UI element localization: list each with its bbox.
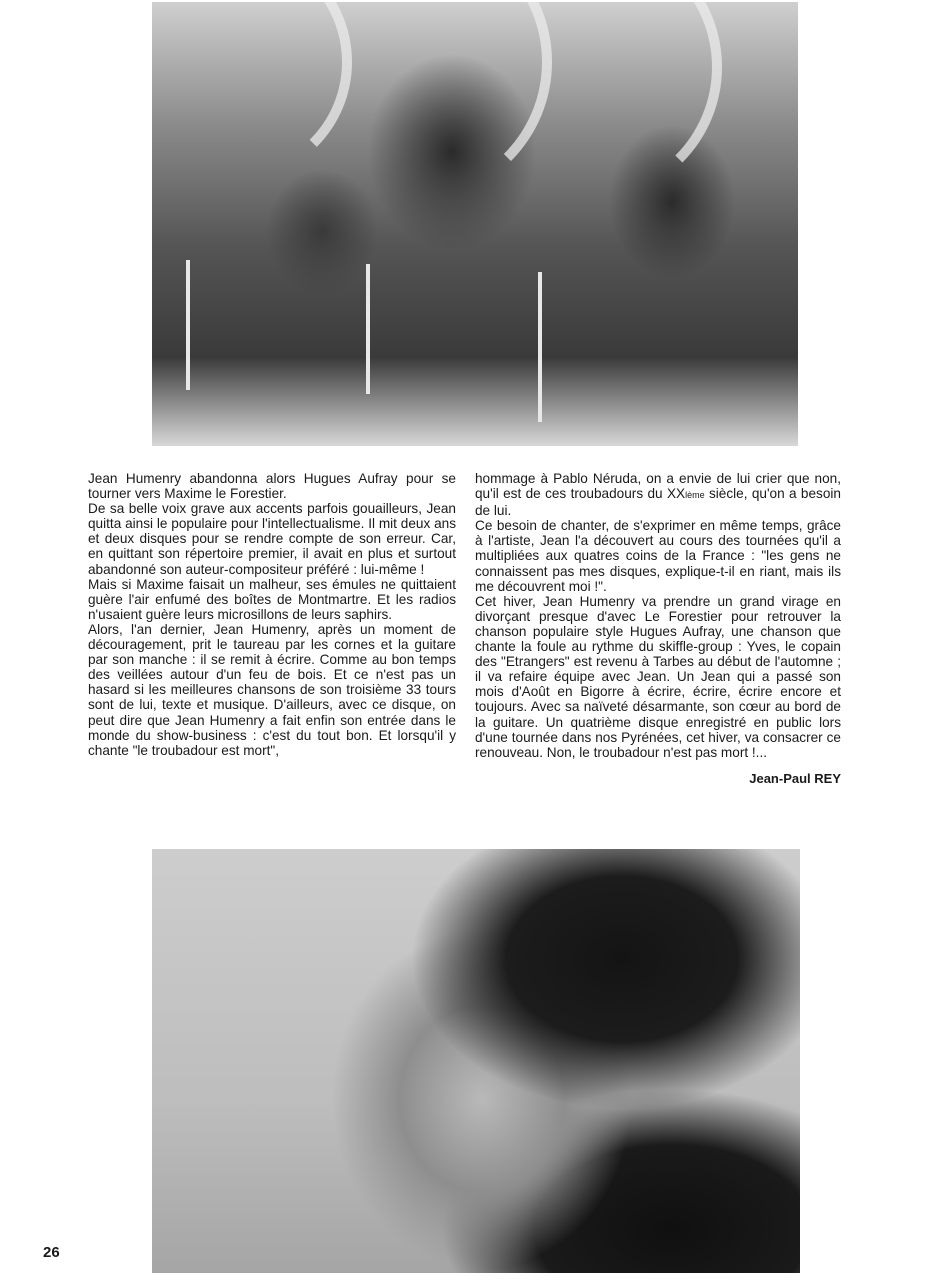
photo-tv-studio-trio <box>152 2 798 446</box>
paragraph: Mais si Maxime faisait un malheur, ses émules ne quittaient guère l'air enfumé des boîtes de Montmartre. Et les radios n'usaient guère leurs microsillons de leurs saphirs. <box>88 576 456 622</box>
paragraph: Cet hiver, Jean Humenry va prendre un grand virage en divorçant presque d'avec Le Forestier pour retrouver la chanson populaire style Hugues Aufray, une chanson que chante la foule au rythme du skiffle-group : Yves, le copain des "Etrangers" est revenu à Tarbes au début de l'automne ; il va refaire équipe avec Jean. Un Jean qui a passé son mois d'Août en Bigorre à écrire, écrire, écrire encore et toujours. Avec sa naïveté désarmante, son cœur au bord de la guitare. Un quatrième disque enregistré en public lors d'une tournée dans nos Pyrénées, cet hiver, va consacrer ce renouveau. Non, le troubadour n'est pas mort !... <box>475 593 841 760</box>
article-column-right <box>475 471 841 760</box>
paragraph: Alors, l'an dernier, Jean Humenry, après un moment de découragement, prit le taureau par les cornes et la guitare par son manche : il se remit à écrire. Comme au bon temps des veillées autour d'un feu de bois. Et ce n'est pas un hasard si les meilleures chansons de son troisième 33 tours sont de lui, texte et musique. D'ailleurs, avec ce disque, on peut dire que Jean Humenry a fait enfin son entrée dans le monde du show-business : c'est du tout bon. Et lorsqu'il y chante "le troubadour est mort", <box>88 621 456 758</box>
text-run: siècle, qu'on a besoin de lui. <box>475 486 841 519</box>
article-column-left <box>88 471 456 758</box>
superscript: lème <box>685 490 705 501</box>
paragraph: Jean Humenry abandonna alors Hugues Aufray pour se tourner vers Maxime le Forestier. <box>88 471 456 502</box>
paragraph: Ce besoin de chanter, de s'exprimer en même temps, grâce à l'artiste, Jean l'a découvert au cours des tournées qu'il a multipliées aux quatres coins de la France : "les gens ne connaissent pas mes disques, explique-t-il en riant, mais ils me découvrent moi !". <box>475 518 841 594</box>
author-signature: Jean-Paul REY <box>749 771 841 786</box>
page-number: 26 <box>43 1244 60 1261</box>
paragraph <box>475 471 841 518</box>
paragraph: De sa belle voix grave aux accents parfois gouailleurs, Jean quitta ainsi le populaire pour l'intellectualisme. Il mit deux ans et deux disques pour se rendre compte de son erreur. Car, en quittant son répertoire premier, il avait en plus et surtout abandonné son auteur-compositeur préféré : lui-même ! <box>88 501 456 577</box>
photo-portrait-profile <box>152 849 800 1273</box>
text-run: hommage à Pablo Néruda, on a envie de lui crier que non, qu'il est de ces troubadours du XX <box>475 471 841 502</box>
